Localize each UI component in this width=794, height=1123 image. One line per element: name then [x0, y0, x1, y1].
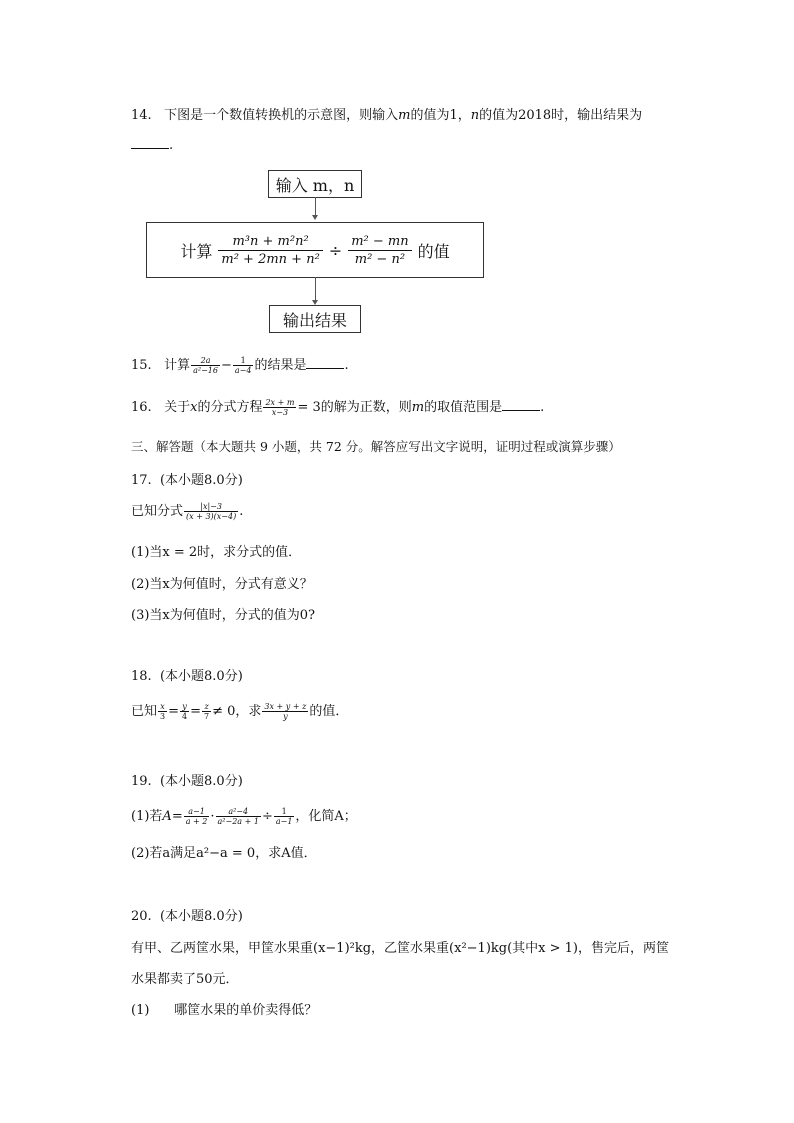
q18-b-den: 4	[182, 712, 188, 721]
q19-number: 19.	[131, 774, 152, 789]
q18-score: (本小题8.0分)	[159, 669, 243, 684]
q19-p1-prefix: (1)若	[131, 809, 163, 824]
q18-a-num: x	[158, 702, 167, 712]
q20-line2: 水果都卖了50元．	[131, 972, 239, 987]
q18-frac-d	[262, 702, 308, 721]
q18-d-num: 3x + y + z	[264, 702, 307, 711]
q16-var-x: x	[190, 400, 198, 415]
q19-f2-den: a²−2a + 1	[217, 817, 259, 826]
q20-part1	[131, 999, 317, 1018]
q14-answer-line	[131, 136, 173, 153]
frac2-denominator: m² − n²	[354, 251, 406, 267]
q16-text-b: 的取值范围是	[424, 400, 503, 415]
q18-eq1: =	[168, 704, 180, 719]
q16-text-a: 的分式方程	[197, 400, 263, 415]
q20-header	[131, 905, 243, 924]
q15-fraction-1	[191, 356, 220, 375]
q19-header	[131, 770, 243, 789]
q18-number: 18.	[131, 669, 152, 684]
arrow-down-icon	[315, 197, 316, 216]
q17-intro	[131, 500, 243, 521]
q15-f2-num: 1	[233, 356, 254, 366]
arrow-down-icon	[315, 277, 316, 301]
diagram-input-box	[268, 170, 362, 198]
q15-f1-den: a²−16	[193, 366, 218, 375]
diagram-output-label: 输出结果	[282, 310, 347, 330]
q17-score: (本小题8.0分)	[159, 473, 243, 488]
q16-f-den: x−3	[271, 408, 289, 417]
q14-text-c: 的值为2018时，输出结果为	[479, 108, 643, 123]
q19-part1	[131, 805, 357, 826]
frac1-numerator: m³n + m²n²	[218, 233, 322, 251]
q18-frac-a	[158, 702, 167, 721]
answer-blank[interactable]	[306, 356, 344, 369]
diagram-output-box	[269, 305, 361, 333]
q19-f3-num: 1	[274, 807, 295, 817]
q15-line	[131, 354, 349, 375]
q14-text-b: 的值为1，	[410, 108, 471, 123]
q14-var-n: n	[470, 108, 480, 123]
q18-d-den: y	[283, 712, 288, 721]
q16-number: 16.	[131, 400, 152, 415]
q16-end: .	[540, 400, 545, 415]
q14-number: 14.	[131, 108, 152, 123]
q15-fraction-2	[233, 356, 254, 375]
q15-f2-den: a−4	[234, 366, 252, 375]
q20-p1-text: 哪筐水果的单价卖得低？	[174, 1003, 318, 1018]
q15-f1-num: 2a	[191, 356, 220, 366]
q14-var-m: m	[398, 108, 411, 123]
q17-number: 17.	[131, 473, 152, 488]
q14-text-a: 下图是一个数值转换机的示意图，则输入	[164, 108, 399, 123]
q19-dot: ·	[210, 809, 215, 824]
q16-eq: = 3的解为正数，则	[297, 400, 412, 415]
q19-frac-2	[216, 807, 261, 826]
q19-score: (本小题8.0分)	[159, 774, 243, 789]
divide-sign: ÷	[328, 240, 343, 260]
q17-f-num: |x|−3	[184, 502, 238, 512]
q19-var-A: A	[162, 809, 172, 824]
diagram-input-label: 输入 m，n	[275, 175, 355, 195]
q17-part1: (1)当x = 2时，求分式的值．	[131, 545, 302, 560]
q19-eq: =	[171, 809, 183, 824]
q18-header	[131, 665, 243, 684]
q17-fraction	[184, 502, 238, 521]
q15-prefix: 计算	[164, 358, 191, 373]
q18-eq2: =	[190, 704, 202, 719]
q18-frac-c	[202, 702, 211, 721]
q16-prefix: 关于	[164, 400, 191, 415]
q18-prefix: 已知	[131, 704, 158, 719]
q15-suffix: 的结果是	[254, 358, 307, 373]
q19-f2-num: a²−4	[216, 807, 261, 817]
frac1-denominator: m² + 2mn + n²	[221, 251, 320, 267]
q19-frac-3	[274, 807, 295, 826]
answer-blank[interactable]	[502, 398, 540, 411]
q19-f1-den: a + 2	[185, 817, 208, 826]
q19-f1-num: a−1	[184, 807, 210, 817]
q20-number: 20.	[131, 909, 152, 924]
q19-part2: (2)若a满足a²−a = 0，求A值．	[131, 846, 317, 861]
frac2-numerator: m² − mn	[348, 233, 411, 251]
q19-p1-suffix: ，化简A；	[295, 809, 357, 824]
q20-line1: 有甲、乙两筐水果，甲筐水果重(x−1)²kg，乙筐水果重(x²−1)kg(其中x > 1)，售完后，两筐	[131, 941, 670, 956]
section3-heading: 三、解答题（本大题共 9 小题，共 72 分。解答应写出文字说明，证明过程或演算步骤）	[131, 439, 621, 454]
q18-frac-b	[180, 702, 189, 721]
q16-fraction	[263, 398, 296, 417]
q19-f3-den: a−1	[275, 817, 293, 826]
q16-f-num: 2x + m	[265, 398, 295, 407]
q17-f-den: (x + 3)(x−4)	[186, 512, 237, 521]
diagram-compute-prefix: 计算	[180, 241, 213, 261]
diagram-compute-box	[146, 222, 484, 278]
q18-b-num: y	[180, 702, 189, 712]
q17-part2: (2)当x为何值时，分式有意义？	[131, 577, 313, 592]
diagram-fraction-2	[348, 233, 411, 268]
q20-p1-number: (1)	[131, 1003, 150, 1018]
q17-intro-a: 已知分式	[131, 504, 184, 519]
q17-part3: (3)当x为何值时，分式的值为0?	[131, 608, 315, 623]
q19-frac-1	[184, 807, 210, 826]
answer-blank[interactable]	[131, 136, 169, 149]
q18-ne: ≠ 0，求	[212, 704, 262, 719]
q16-line	[131, 396, 544, 417]
q16-var-m: m	[411, 400, 425, 415]
q15-number: 15.	[131, 358, 152, 373]
q14-end: .	[169, 138, 174, 153]
q15-minus: −	[220, 358, 232, 373]
q20-score: (本小题8.0分)	[159, 909, 243, 924]
q18-c-den: 7	[204, 712, 210, 721]
q18-body	[131, 700, 348, 721]
q14-line	[131, 104, 642, 123]
q18-c-num: z	[202, 702, 211, 712]
diagram-compute-suffix: 的值	[417, 241, 450, 261]
q18-a-den: 3	[160, 712, 166, 721]
q15-end: .	[344, 358, 349, 373]
q17-intro-end: .	[239, 504, 244, 519]
diagram-fraction-1	[218, 233, 322, 268]
q19-div: ÷	[261, 809, 273, 824]
q18-suffix: 的值．	[309, 704, 349, 719]
q17-header	[131, 469, 243, 488]
